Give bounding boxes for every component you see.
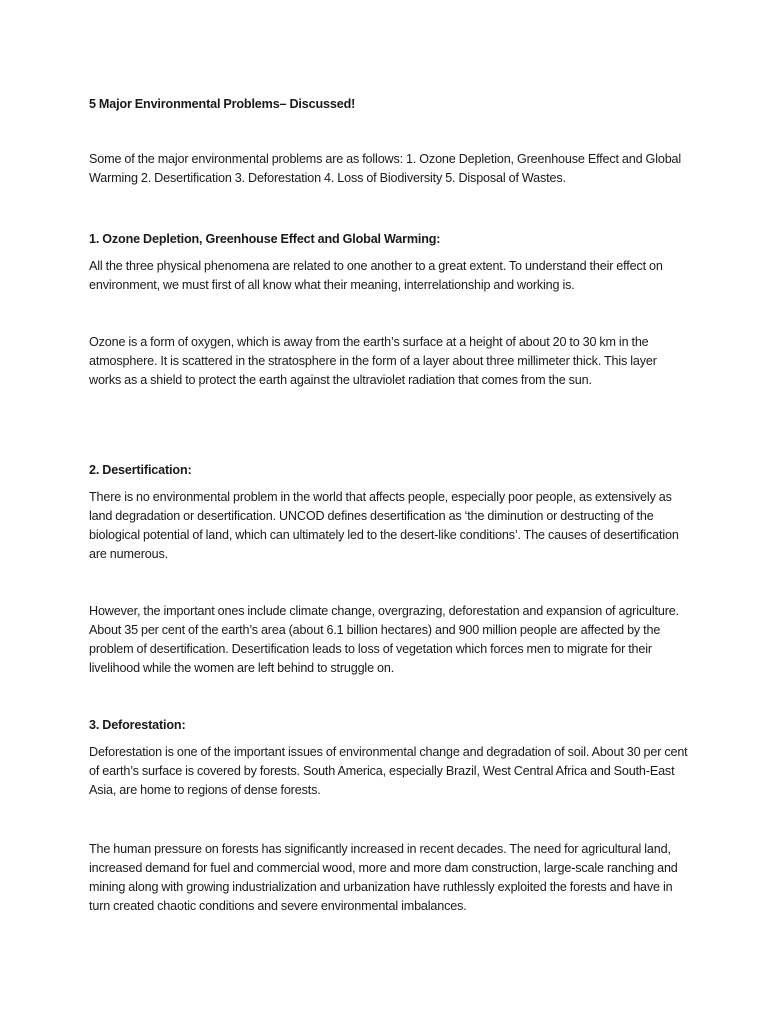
section-heading-deforestation: 3. Deforestation: xyxy=(89,718,186,732)
paragraph-desertification-1: There is no environmental problem in the world that affects people, especially poor people, as extensively as land degradation or desertification. UNCOD defines desertification as ‘the diminution or destructing of the biological potential of land, which can ultimately led to the desert-like conditions’. The causes of desertification are numerous. xyxy=(89,490,679,561)
paragraph-ozone-2: Ozone is a form of oxygen, which is away from the earth’s surface at a height of about 20 to 30 km in the atmosphere. It is scattered in the stratosphere in the form of a layer about three millimeter thick. This layer works as a shield to protect the earth against the ultraviolet radiation that comes from the sun. xyxy=(89,335,657,387)
document-title: 5 Major Environmental Problems– Discussed! xyxy=(89,97,356,111)
paragraph-ozone-1: All the three physical phenomena are related to one another to a great extent. To understand their effect on environment, we must first of all know what their meaning, interrelationship and working is. xyxy=(89,259,663,292)
paragraph-desertification-2: However, the important ones include climate change, overgrazing, deforestation and expansion of agriculture. About 35 per cent of the earth’s area (about 6.1 billion hectares) and 900 million people are affected by the problem of desertification. Desertification leads to loss of vegetation which forces men to migrate for their livelihood while the women are left behind to struggle on. xyxy=(89,604,679,675)
paragraph-deforestation-2: The human pressure on forests has significantly increased in recent decades. The need for agricultural land, increased demand for fuel and commercial wood, more and more dam construction, large-scale ranching and mining along with growing industrialization and urbanization have ruthlessly exploited the forests and have in turn created chaotic conditions and severe environmental imbalances. xyxy=(89,842,678,913)
intro-paragraph: Some of the major environmental problems are as follows: 1. Ozone Depletion, Greenhouse Effect and Global Warming 2. Desertification 3. Deforestation 4. Loss of Biodiversity 5. Disposal of Wastes. xyxy=(89,152,682,185)
paragraph-deforestation-1: Deforestation is one of the important issues of environmental change and degradation of soil. About 30 per cent of earth’s surface is covered by forests. South America, especially Brazil, West Central Africa and South-East Asia, are home to regions of dense forests. xyxy=(89,745,688,797)
section-heading-ozone: 1. Ozone Depletion, Greenhouse Effect and Global Warming: xyxy=(89,232,441,246)
section-heading-desertification: 2. Desertification: xyxy=(89,463,192,477)
